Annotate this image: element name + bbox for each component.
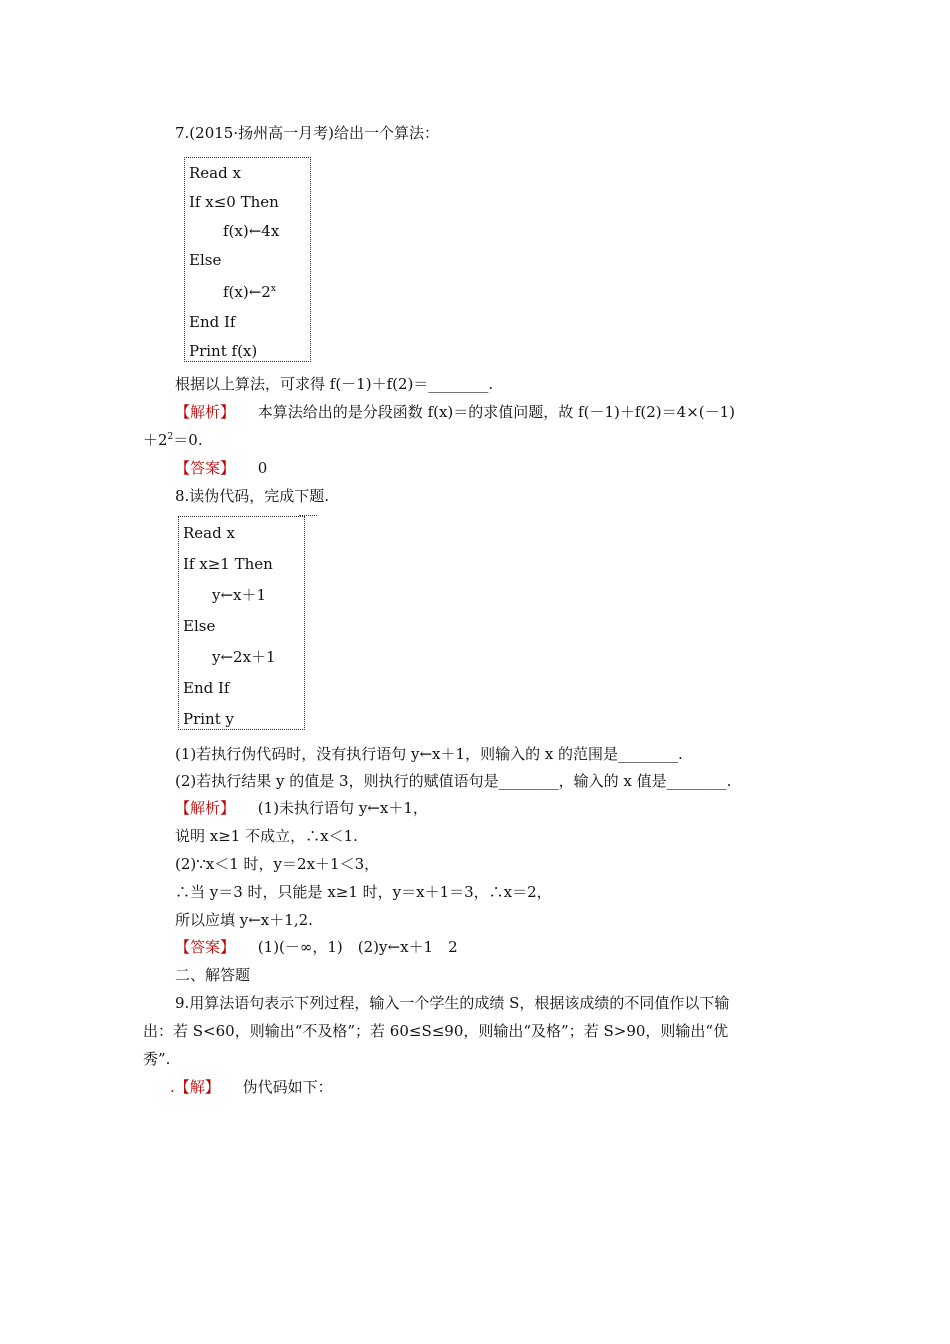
q9-solution [170,1077,333,1097]
answer-tag: 【答案】 [175,938,236,956]
code-line [223,283,276,301]
q7-analysis-cont [143,430,203,450]
q7-answer [175,458,267,478]
box-tail [299,515,317,516]
analysis-text: 本算法给出的是分段函数 f(x)＝的求值问题，故 f(－1)＋f(2)＝4×(－1) [257,403,736,421]
q7-title: 7.(2015·扬州高一月考)给出一个算法： [175,124,439,142]
code-line: f(x)←4x [223,222,280,240]
q8-analysis [175,798,428,818]
code-line: If x≥1 Then [183,555,273,573]
solution-prefix: . [170,1078,175,1096]
superscript: x [270,284,276,294]
code-line: y←x＋1 [212,586,267,604]
q8-sub1: (1)若执行伪代码时，没有执行语句 y←x＋1，则输入的 x 的范围是________. [175,745,683,763]
code-line: Print y [183,710,234,728]
answer-tag: 【答案】 [175,459,236,477]
q8-code-box [178,516,305,730]
q9-line: 出：若 S<60，则输出“不及格”；若 60≤S≤90，则输出“及格”；若 S>90，则输出“优 [143,1022,729,1040]
q7-analysis [175,402,735,422]
solution-text: 伪代码如下： [242,1078,333,1096]
analysis-line: ∴当 y＝3 时，只能是 x≥1 时，y＝x＋1＝3，∴x＝2， [175,883,552,901]
code-line: y←2x＋1 [212,648,276,666]
code-text: f(x)←2 [223,283,271,301]
code-line: End If [183,679,230,697]
q8-answer [175,937,458,957]
answer-text: 0 [257,459,268,477]
analysis-line: (2)∵x＜1 时，y＝2x＋1＜3， [175,855,380,873]
analysis-line: 说明 x≥1 不成立，∴x＜1. [175,827,358,845]
q8-sub2: (2)若执行结果 y 的值是 3，则执行的赋值语句是________，输入的 x 值是________. [175,772,732,790]
answer-text: (1)(－∞，1) (2)y←x＋1 2 [257,938,458,956]
analysis-text: ＋2 [143,431,168,449]
code-line: Print f(x) [189,342,258,360]
q7-question: 根据以上算法，可求得 f(－1)＋f(2)＝________. [175,375,494,393]
analysis-text: ＝0. [173,431,203,449]
superscript: 2 [167,432,174,442]
analysis-tag: 【解析】 [175,403,236,421]
solution-tag: 【解】 [174,1078,220,1096]
code-line: Read x [183,524,235,542]
analysis-text: (1)未执行语句 y←x＋1， [257,799,428,817]
code-line: Read x [189,164,241,182]
code-line: Else [189,251,222,269]
code-line: Else [183,617,216,635]
analysis-tag: 【解析】 [175,799,236,817]
analysis-line: 所以应填 y←x＋1,2. [175,911,313,929]
section-heading: 二、解答题 [175,966,251,984]
q8-title: 8.读伪代码，完成下题. [175,487,330,505]
q9-line: 9.用算法语句表示下列过程，输入一个学生的成绩 S，根据该成绩的不同值作以下输 [175,994,730,1012]
q9-line: 秀”. [143,1050,171,1068]
code-line: If x≤0 Then [189,193,279,211]
q7-code-box [184,157,311,362]
code-line: End If [189,313,236,331]
